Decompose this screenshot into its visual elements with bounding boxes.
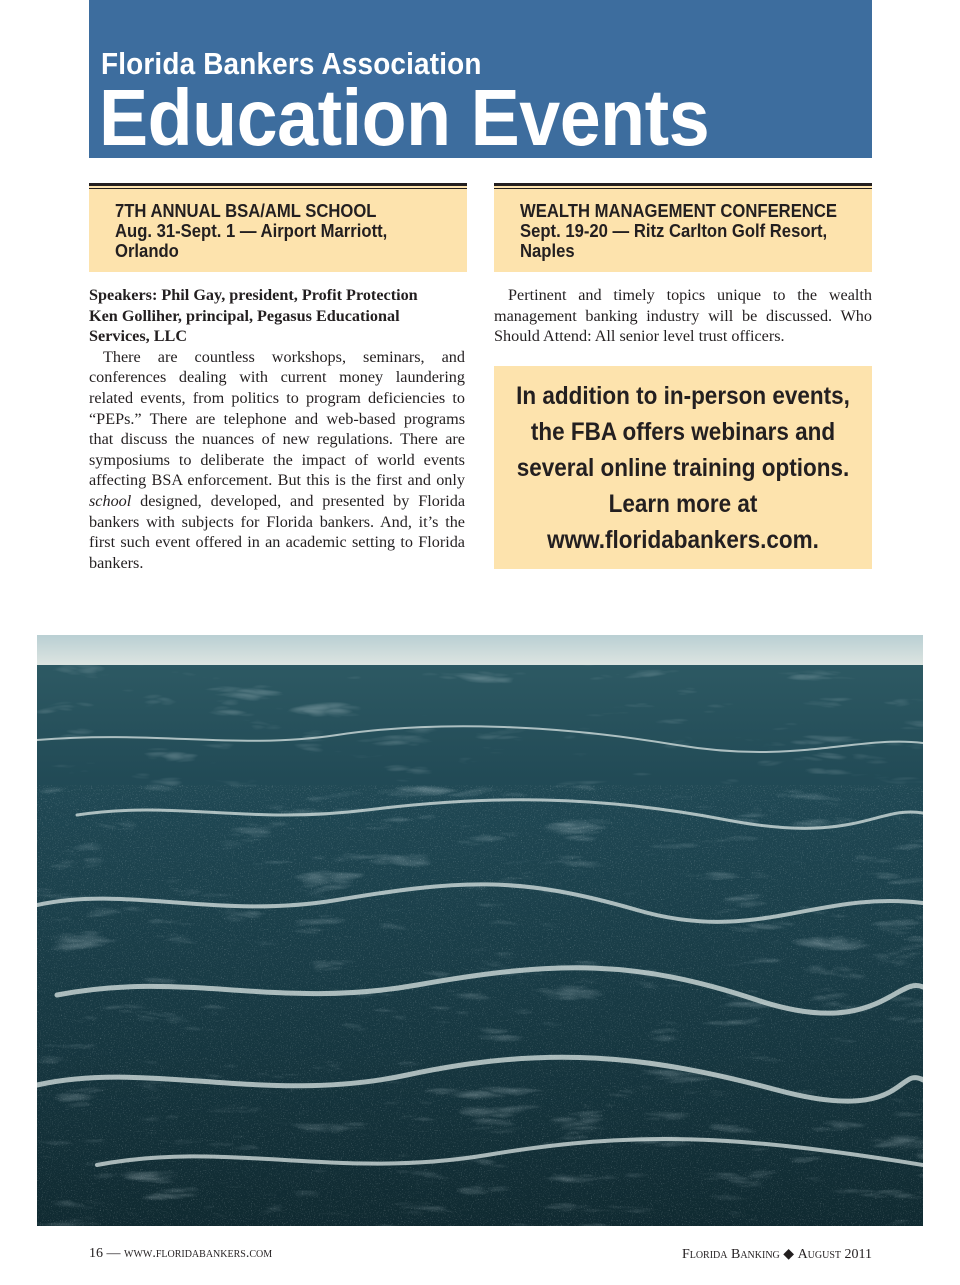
page-title: Education Events [99,73,710,162]
issue-date: August 2011 [797,1247,872,1262]
footer-publication [682,1246,872,1263]
event-date-location: Aug. 31-Sept. 1 — Airport Marriott, [115,220,388,241]
promo-line: Learn more at [608,490,758,518]
promo-line: several online training options. [516,454,850,482]
body-emphasis: school [89,491,132,510]
article-body: Pertinent and timely topics unique to the wealth management banking industry will be discussed. Who Should Attend: All senior level trust officers. [494,286,872,346]
speaker-line: Services, LLC [89,327,188,346]
promo-line: In addition to in-person events, [516,382,850,410]
event-box-bsa-aml-school [89,183,467,272]
publication-name: Florida Banking [681,1247,780,1262]
page-number: 16 [89,1246,103,1261]
speakers-list [89,285,465,347]
event-city: Naples [520,240,575,261]
online-training-promo [494,366,872,569]
footer-website: www.floridabankers.com [124,1246,273,1261]
event-box-wealth-management [494,183,872,272]
association-name: Florida Bankers Association [101,46,482,81]
bsa-school-article [89,285,465,573]
event-city: Orlando [115,240,179,261]
event-title: WEALTH MANAGEMENT CONFERENCE [520,200,837,221]
header-banner [89,0,872,162]
body-text: There are countless workshops, seminars, and conferences dealing with current money laundering related events, from politics to program deficiencies to “PEPs.” There are telephone and web-based programs that discuss the nuances of new regulations. There are symposiums to deliberate the impact of world events affecting BSA enforcement. But this is the first and only [89,347,465,490]
speaker-line: Speakers: Phil Gay, president, Profit Protection [89,286,418,304]
promo-line: the FBA offers webinars and [530,418,836,446]
footer-separator: — [103,1246,124,1261]
promo-url: www.floridabankers.com. [547,526,819,554]
diamond-icon: ◆ [783,1247,795,1262]
ocean-waves-photo [37,635,923,1226]
wealth-conference-article [494,285,872,347]
speaker-line: Ken Golliher, principal, Pegasus Educational [89,306,400,325]
event-date-location: Sept. 19-20 — Ritz Carlton Golf Resort, [520,220,828,241]
article-body [89,347,465,574]
body-text: designed, developed, and presented by Florida bankers with subjects for Florida bankers. And, it’s the first such event offered in an academic setting to Florida bankers. [89,491,465,572]
footer-page-info [89,1246,272,1262]
event-title: 7TH ANNUAL BSA/AML SCHOOL [115,200,377,221]
